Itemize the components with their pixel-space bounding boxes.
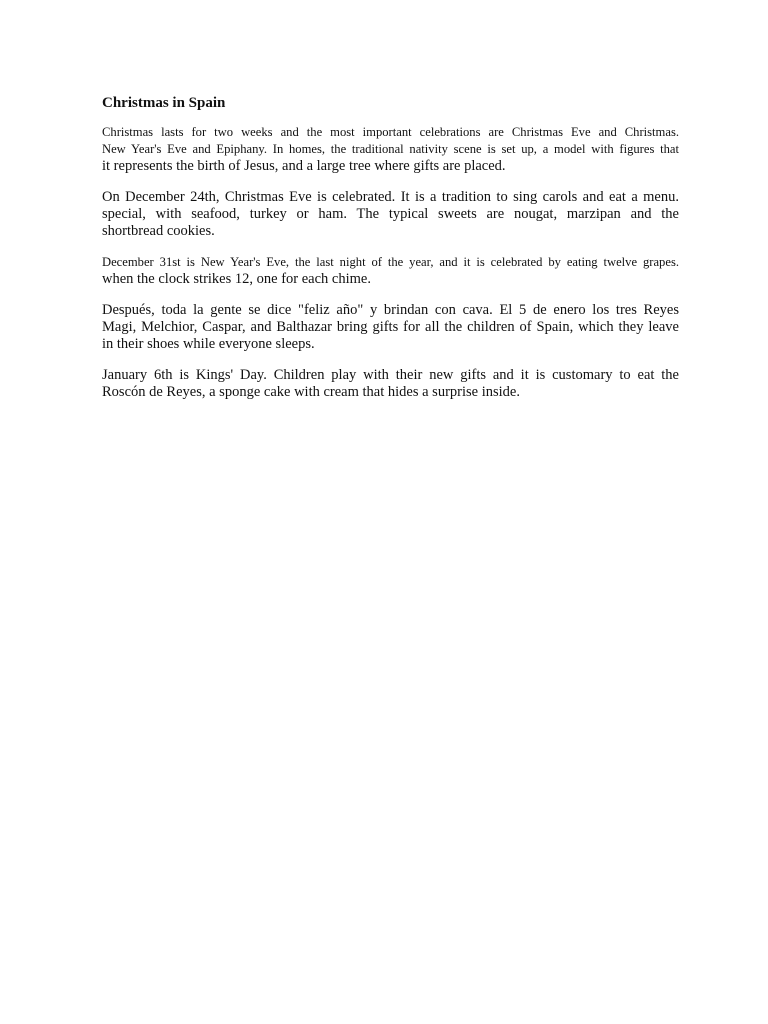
paragraph-line: shortbread cookies. [102,223,215,239]
paragraph-3 [102,254,679,288]
document-title: Christmas in Spain [102,95,226,111]
paragraph-line: Magi, Melchior, Caspar, and Balthazar bring gifts for all the children of Spain, which they leave [102,319,679,335]
paragraph-line: December 31st is New Year's Eve, the last night of the year, and it is celebrated by eating twelve grapes. [102,255,679,269]
paragraph-2 [102,189,679,240]
paragraph-line: it represents the birth of Jesus, and a large tree where gifts are placed. [102,158,506,174]
paragraph-line: special, with seafood, turkey or ham. The typical sweets are nougat, marzipan and the [102,206,679,222]
paragraph-4 [102,302,679,353]
paragraph-line: Después, toda la gente se dice "feliz año" y brindan con cava. El 5 de enero los tres Reyes [102,302,679,318]
paragraph-line: Christmas lasts for two weeks and the most important celebrations are Christmas Eve and Christmas. [102,125,679,139]
paragraph-line: Roscón de Reyes, a sponge cake with cream that hides a surprise inside. [102,384,520,400]
paragraph-5 [102,367,679,401]
document-page [102,94,679,415]
paragraph-line: On December 24th, Christmas Eve is celebrated. It is a tradition to sing carols and eat a menu. [102,189,679,205]
paragraph-line: in their shoes while everyone sleeps. [102,336,315,352]
paragraph-line: when the clock strikes 12, one for each chime. [102,271,371,287]
paragraph-line: New Year's Eve and Epiphany. In homes, the traditional nativity scene is set up, a model with figures that [102,142,679,156]
paragraph-line: January 6th is Kings' Day. Children play with their new gifts and it is customary to eat the [102,367,679,383]
paragraph-1 [102,124,679,175]
